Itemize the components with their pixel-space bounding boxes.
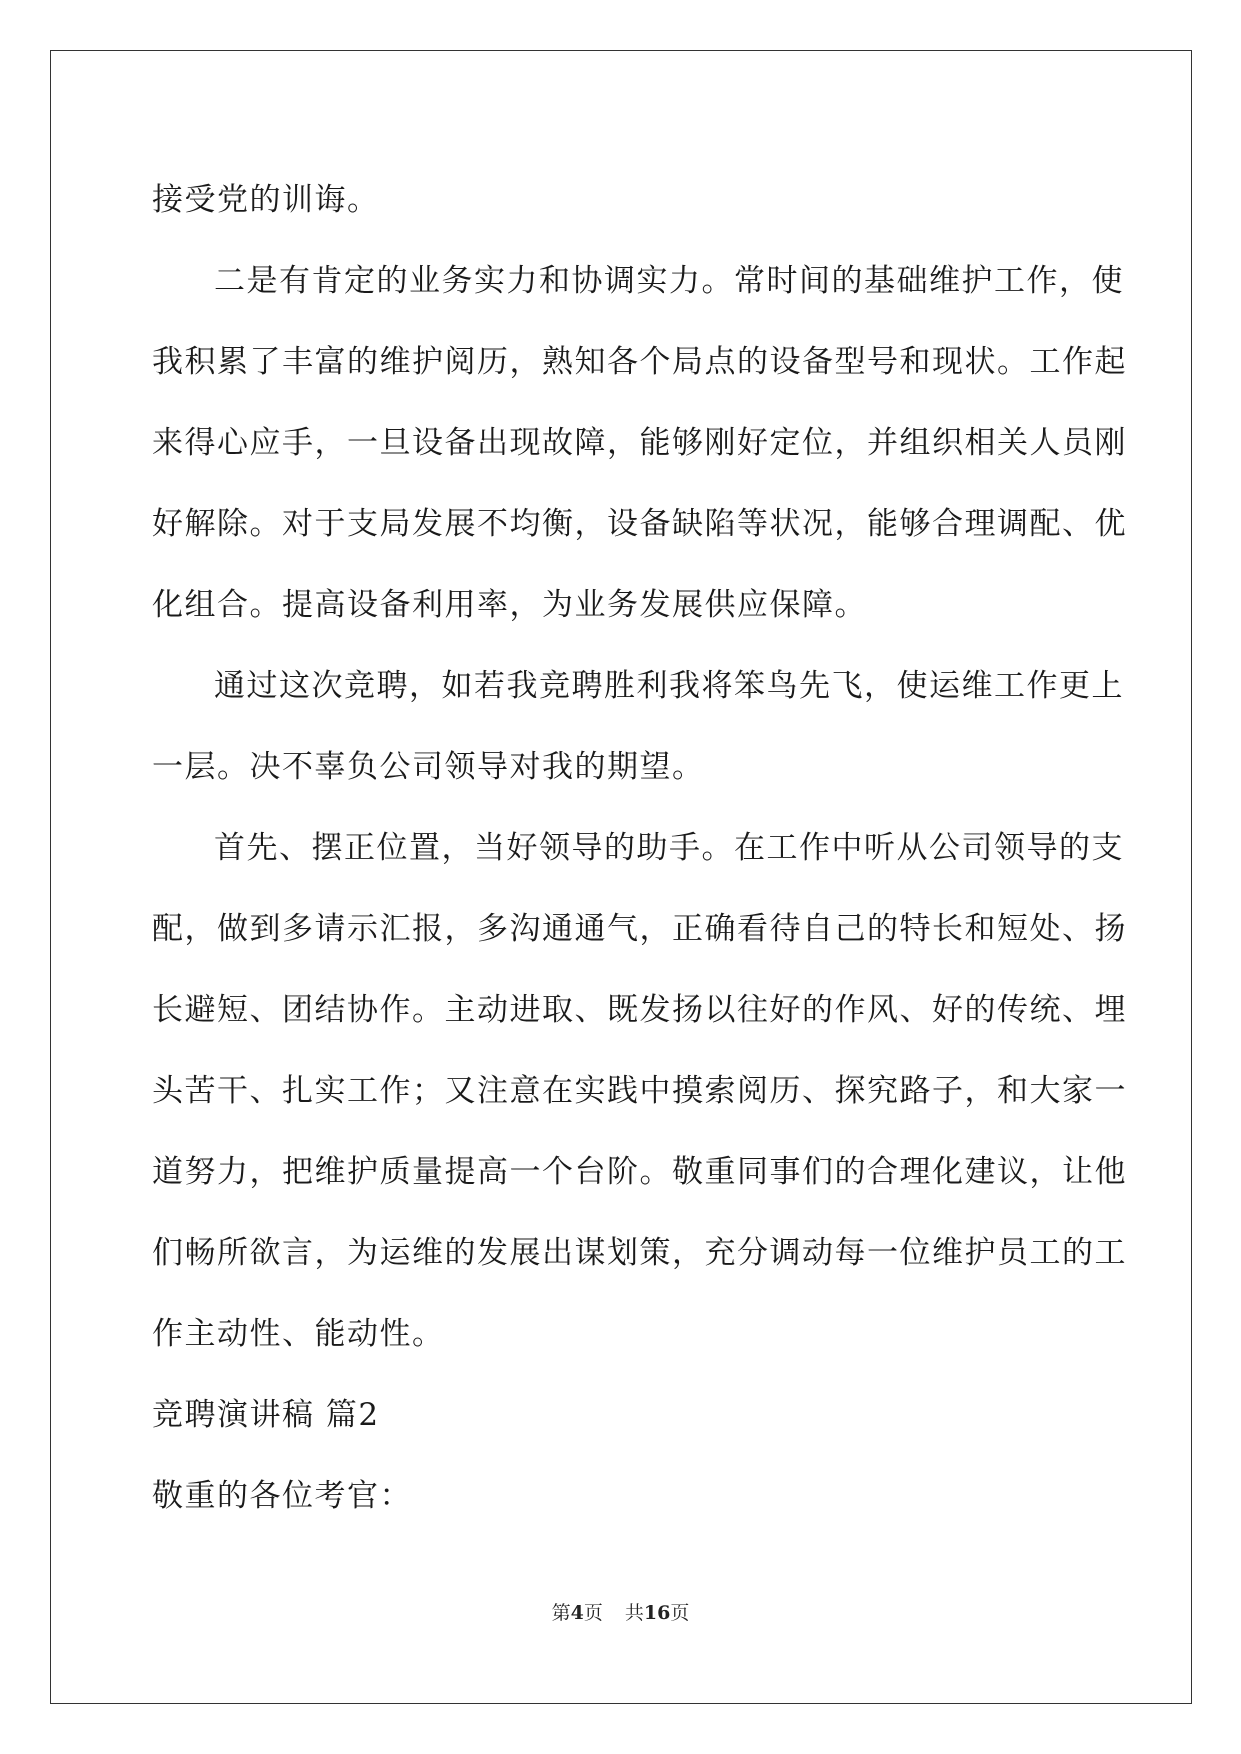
section-heading: 竞聘演讲稿 篇2 [152, 1397, 380, 1433]
body-line-3: 我积累了丰富的维护阅历，熟知各个局点的设备型号和现状。工作起 [152, 344, 1127, 380]
body-line-15: 作主动性、能动性。 [152, 1316, 445, 1352]
body-line-4: 来得心应手，一旦设备出现故障，能够刚好定位，并组织相关人员刚 [152, 425, 1127, 461]
body-line-7: 通过这次竞聘，如若我竞聘胜利我将笨鸟先飞，使运维工作更上 [214, 668, 1124, 704]
body-line-5: 好解除。对于支局发展不均衡，设备缺陷等状况，能够合理调配、优 [152, 506, 1127, 542]
body-line-8: 一层。决不辜负公司领导对我的期望。 [152, 749, 705, 785]
body-line-10: 配，做到多请示汇报，多沟通通气，正确看待自己的特长和短处、扬 [152, 911, 1127, 947]
body-line-1: 接受党的训诲。 [152, 182, 380, 218]
body-line-2: 二是有肯定的业务实力和协调实力。常时间的基础维护工作，使 [214, 263, 1124, 299]
footer-total-suffix: 页 [670, 1602, 690, 1624]
body-line-14: 们畅所欲言，为运维的发展出谋划策，充分调动每一位维护员工的工 [152, 1235, 1127, 1271]
body-line-12: 头苦干、扎实工作；又注意在实践中摸索阅历、探究路子，和大家一 [152, 1073, 1127, 1109]
footer-prefix: 第 [551, 1602, 571, 1624]
body-line-11: 长避短、团结协作。主动进取、既发扬以往好的作风、好的传统、埋 [152, 992, 1127, 1028]
footer-total-prefix: 共 [624, 1602, 644, 1624]
current-page-number: 4 [570, 1602, 584, 1624]
body-line-6: 化组合。提高设备利用率，为业务发展供应保障。 [152, 587, 867, 623]
salutation: 敬重的各位考官： [152, 1478, 412, 1514]
footer-page-suffix: 页 [583, 1602, 603, 1624]
total-pages-number: 16 [643, 1602, 671, 1624]
body-line-13: 道努力，把维护质量提高一个台阶。敬重同事们的合理化建议，让他 [152, 1154, 1127, 1190]
document-body [152, 160, 1127, 1537]
body-line-9: 首先、摆正位置，当好领导的助手。在工作中听从公司领导的支 [214, 830, 1124, 866]
page-footer [0, 1598, 1241, 1625]
